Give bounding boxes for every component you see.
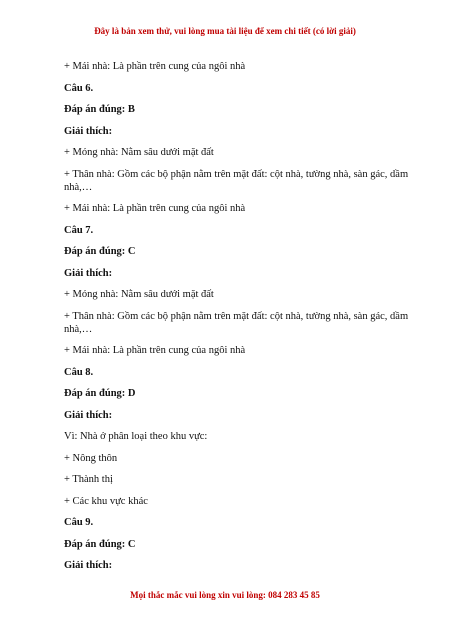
heading-line: Giải thích: [64, 267, 113, 279]
heading-line: Câu 7. [64, 224, 94, 236]
heading-line: Câu 6. [64, 82, 94, 94]
text-line: + Móng nhà: Nằm sâu dưới mặt đất [64, 147, 214, 158]
heading-line: Câu 9. [64, 517, 94, 528]
heading-line: Đáp án đúng: C [64, 538, 136, 550]
heading-line: Giải thích: [64, 409, 113, 421]
heading-line: Đáp án đúng: D [64, 388, 136, 399]
heading-line: Câu 8. [64, 366, 94, 378]
preview-notice-banner: Đây là bản xem thử, vui lòng mua tài liệu để xem chi tiết (có lời giải) [94, 26, 356, 36]
heading-line: Giải thích: [64, 125, 113, 137]
text-line: Vì: Nhà ở phân loại theo khu vực: [64, 431, 208, 442]
text-line: + Mái nhà: Là phần trên cung của ngôi nhà [64, 345, 246, 356]
contact-footer: Mọi thắc mắc vui lòng xin vui lòng: 084 283 45 85 [130, 590, 320, 600]
text-line: + Mái nhà: Là phần trên cung của ngôi nhà [64, 203, 246, 214]
text-line: + Thân nhà: Gồm các bộ phận nằm trên mặt đất: cột nhà, tường nhà, sàn gác, dầm nhà,… [64, 168, 409, 193]
heading-line: Giải thích: [64, 560, 113, 571]
text-line: + Mái nhà: Là phần trên cung của ngôi nhà [64, 61, 246, 72]
heading-line: Đáp án đúng: B [64, 104, 135, 115]
text-line: + Nông thôn [64, 452, 118, 464]
text-line: + Thành thị [64, 474, 113, 485]
text-line: + Các khu vực khác [64, 495, 148, 507]
text-line: + Thân nhà: Gồm các bộ phận nằm trên mặt đất: cột nhà, tường nhà, sàn gác, dầm nhà,… [64, 310, 409, 335]
document-body [64, 60, 414, 581]
text-line: + Móng nhà: Nằm sâu dưới mặt đất [64, 289, 214, 300]
heading-line: Đáp án đúng: C [64, 246, 136, 257]
